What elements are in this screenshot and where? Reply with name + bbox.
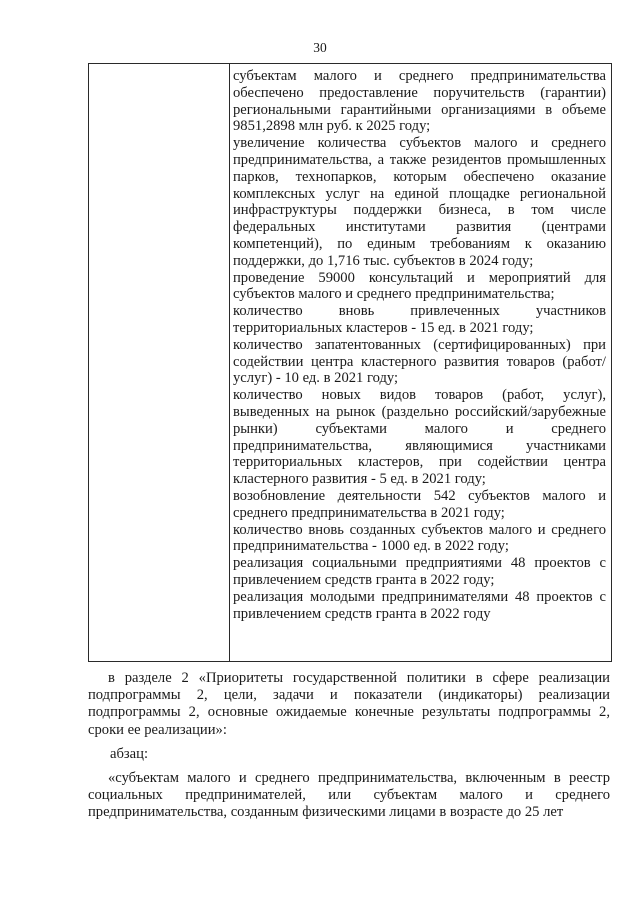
page-number: 30 xyxy=(313,40,327,55)
list-item: проведение 59000 консультаций и мероприятий для субъектов малого и среднего предпринимательства; xyxy=(233,269,606,303)
list-item: реализация социальными предприятиями 48 проектов с привлечением средств гранта в 2022 году; xyxy=(233,555,606,588)
paragraph-label: абзац: xyxy=(110,746,149,762)
section-amendment-paragraph: в разделе 2 «Приоритеты государственной политики в сфере реализации подпрограммы 2, цели, задачи и показатели (индикаторы) реализации подпрограммы 2, основные ожидаемые конечные результаты подпрограммы 2, сроки ее реализации»: xyxy=(88,670,610,738)
table-right-cell xyxy=(233,68,606,622)
quoted-paragraph: «субъектам малого и среднего предпринимательства, включенным в реестр социальных предпринимателей, или субъектам малого и среднего предпринимательства, созданным физическими лицами в возрасте до 25 лет xyxy=(88,770,610,821)
table-left-cell xyxy=(89,64,229,661)
list-item: реализация молодыми предпринимателями 48 проектов с привлечением средств гранта в 2022 году xyxy=(233,588,606,622)
list-item: количество вновь привлеченных участников территориальных кластеров - 15 ед. в 2021 году; xyxy=(233,303,606,336)
list-item: количество запатентованных (сертифицированных) при содействии центра кластерного развития товаров (работ/услуг) - 10 ед. в 2021 году; xyxy=(233,336,606,387)
list-item: количество вновь созданных субъектов малого и среднего предпринимательства - 1000 ед. в 2022 году; xyxy=(233,521,606,555)
table-column-divider xyxy=(229,64,230,661)
list-item: количество новых видов товаров (работ, услуг), выведенных на рынок (раздельно российский/зарубежные рынки) субъектами малого и среднего предпринимательства, являющимися участниками территориальных кластеров, при содействии центра кластерного развития - 5 ед. в 2021 году; xyxy=(233,387,606,488)
list-item: увеличение количества субъектов малого и среднего предпринимательства, а также резидентов промышленных парков, технопарков, которым обеспечено оказание комплексных услуг на единой площадке региональной инфраструктуры поддержки бизнеса, в том числе федеральных институтами развития (центрами компетенций), по единым требованиям к оказанию поддержки, до 1,716 тыс. субъектов в 2024 году; xyxy=(233,135,606,269)
indicators-table xyxy=(88,63,612,662)
list-item: возобновление деятельности 542 субъектов малого и среднего предпринимательства в 2021 году; xyxy=(233,487,606,521)
list-item: субъектам малого и среднего предпринимательства обеспечено предоставление поручительств (гарантии) региональными гарантийными организациями в объеме 9851,2898 млн руб. к 2025 году; xyxy=(233,68,606,135)
